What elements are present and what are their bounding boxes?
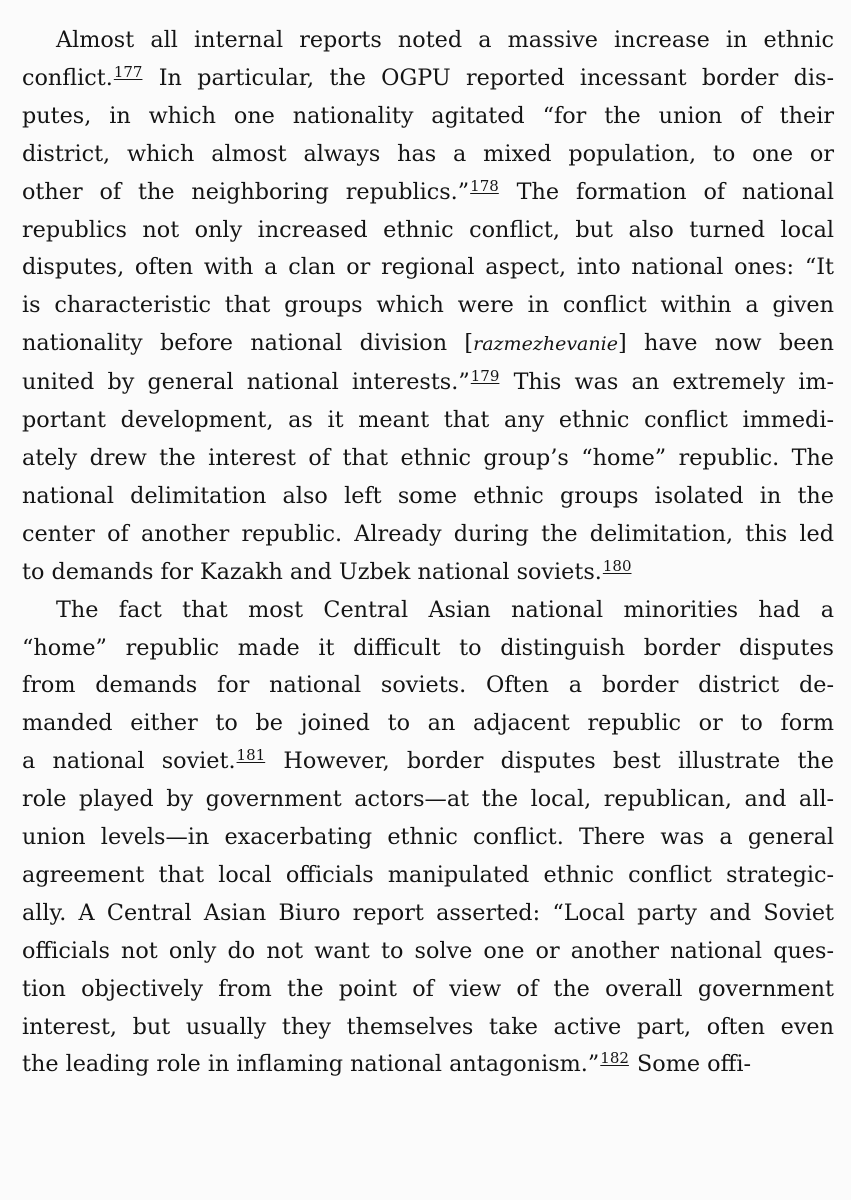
text-line	[22, 933, 834, 971]
text-run: disputes, often with a clan or regional aspect, into national ones: “It	[22, 254, 834, 281]
book-page	[22, 22, 834, 1084]
text-line	[22, 287, 834, 325]
text-run: putes, in which one nationality agitated “for the union of their	[22, 102, 834, 129]
footnote-ref[interactable]: 180	[602, 556, 632, 575]
text-run: officials not only do not want to solve one or another national ques-	[22, 937, 834, 964]
text-line	[22, 667, 834, 705]
text-run: However, border disputes best illustrate the	[266, 748, 834, 775]
text-line	[22, 781, 834, 819]
text-line	[22, 971, 834, 1009]
text-run: This was an extremely im-	[500, 369, 834, 396]
text-line	[22, 60, 834, 98]
text-line	[22, 402, 834, 440]
text-line	[22, 249, 834, 287]
body-text	[22, 22, 834, 1084]
text-run: ally. A Central Asian Biuro report asserted: “Local party and Soviet	[22, 899, 834, 926]
text-line	[22, 174, 834, 212]
text-run: union levels—in exacerbating ethnic conflict. There was a general	[22, 824, 834, 851]
text-run: portant development, as it meant that any ethnic conflict immedi-	[22, 407, 834, 434]
text-run: tion objectively from the point of view of the overall government	[22, 975, 834, 1002]
text-line	[22, 212, 834, 250]
text-run: Almost all internal reports noted a massive increase in ethnic	[56, 27, 834, 53]
text-line	[22, 136, 834, 174]
text-run: the leading role in inflaming national antagonism.”	[22, 1051, 600, 1078]
footnote-ref[interactable]: 178	[470, 176, 499, 195]
text-run: agreement that local officials manipulated ethnic conflict strategic-	[22, 861, 834, 888]
text-line	[22, 743, 834, 781]
text-run: Some offi-	[629, 1051, 752, 1078]
text-line	[22, 895, 834, 933]
text-run: The formation of national	[499, 178, 834, 205]
footnote-ref[interactable]: 182	[600, 1049, 629, 1068]
footnote-ref[interactable]: 177	[113, 62, 143, 81]
text-line	[22, 22, 834, 60]
paragraph	[22, 22, 834, 592]
footnote-ref[interactable]: 181	[236, 746, 266, 765]
text-run: “home” republic made it difficult to distinguish border disputes	[22, 634, 834, 661]
text-line	[22, 705, 834, 743]
text-line	[22, 630, 834, 668]
text-run: a national soviet.	[22, 748, 236, 775]
text-line	[22, 325, 834, 364]
text-line	[22, 1046, 834, 1084]
text-run: from demands for national soviets. Often a border district de-	[22, 672, 834, 699]
text-run: conflict.	[22, 64, 113, 91]
text-line	[22, 516, 834, 554]
text-line	[22, 592, 834, 630]
text-line	[22, 819, 834, 857]
text-line	[22, 364, 834, 402]
text-run: other of the neighboring republics.”	[22, 178, 470, 205]
italic-term: razmezhevanie	[473, 333, 618, 356]
text-line	[22, 478, 834, 516]
text-run: ately drew the interest of that ethnic group’s “home” republic. The	[22, 444, 834, 471]
text-line	[22, 98, 834, 136]
text-line	[22, 1009, 834, 1047]
text-run: republics not only increased ethnic conflict, but also turned local	[22, 216, 834, 243]
text-line	[22, 554, 834, 592]
text-run: is characteristic that groups which were in conflict within a given	[22, 292, 834, 319]
paragraph	[22, 592, 834, 1085]
text-line	[22, 440, 834, 478]
text-run: center of another republic. Already during the delimitation, this led	[22, 520, 834, 547]
text-run: national delimitation also left some ethnic groups isolated in the	[22, 482, 834, 509]
text-run: united by general national interests.”	[22, 369, 470, 396]
text-run: manded either to be joined to an adjacent republic or to form	[22, 710, 834, 737]
text-run: The fact that most Central Asian national minorities had a	[56, 596, 834, 623]
text-run: interest, but usually they themselves take active part, often even	[22, 1013, 834, 1040]
text-run: In particular, the OGPU reported incessant border dis-	[143, 64, 834, 91]
text-line	[22, 857, 834, 895]
text-run: nationality before national division [	[22, 330, 474, 357]
text-run: to demands for Kazakh and Uzbek national soviets.	[22, 558, 602, 585]
text-run: district, which almost always has a mixed population, to one or	[22, 140, 834, 167]
text-run: role played by government actors—at the local, republican, and all-	[22, 786, 834, 813]
footnote-ref[interactable]: 179	[470, 367, 500, 386]
text-run: ] have now been	[617, 330, 834, 357]
